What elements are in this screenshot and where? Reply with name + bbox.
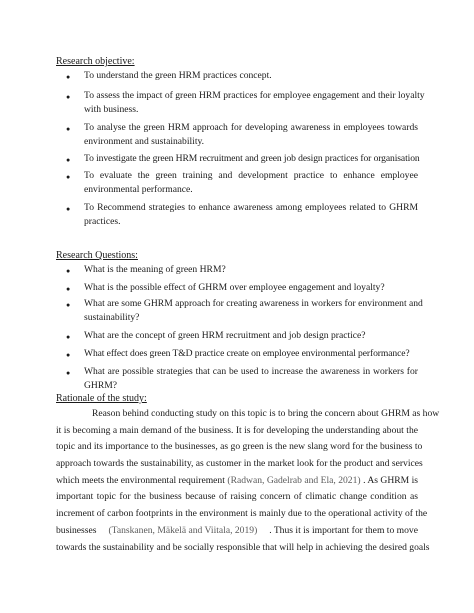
bullet-icon: ● [66, 93, 71, 101]
objective-item-1: To understand the green HRM practices concept. [84, 70, 272, 81]
objective-item-2: To assess the impact of green HRM practices for employee engagement and their loyalty [84, 90, 425, 101]
bullet-icon: ● [66, 267, 71, 275]
objective-item-6: To Recommend strategies to enhance awareness among employees related to GHRM [84, 202, 418, 213]
objective-item-2-cont: with business. [84, 104, 139, 115]
rationale-line-9: towards the sustainability and be socially responsible that will help in achieving the desired goals [56, 542, 430, 553]
bullet-icon: ● [66, 351, 71, 359]
objective-item-6-cont: practices. [84, 216, 121, 227]
question-item-6: What are possible strategies that can be used to increase the awareness in workers for [84, 366, 418, 377]
question-item-3: What are some GHRM approach for creating awareness in workers for environment and [84, 298, 423, 309]
bullet-icon: ● [66, 333, 71, 341]
citation-2: (Tanskanen, Mäkelä and Viitala, 2019) [108, 525, 258, 536]
objective-item-5-cont: environmental performance. [84, 184, 193, 195]
rationale-heading: Rationale of the study: [56, 393, 147, 404]
bullet-icon: ● [66, 73, 71, 81]
rationale-line-1: Reason behind conducting study on this topic is to bring the concern about GHRM as how [92, 408, 440, 419]
rationale-text-segment: which meets the environmental requirement [56, 475, 225, 486]
objective-item-4: To investigate the green HRM recruitment and green job design practices for organisation [84, 153, 420, 164]
question-item-3-cont: sustainability? [84, 312, 140, 323]
rationale-line-8 [56, 525, 418, 537]
bullet-icon: ● [66, 285, 71, 293]
bullet-icon: ● [66, 173, 71, 181]
rationale-line-4: approach towards the sustainability, as customer in the market look for the product and services [56, 458, 423, 469]
objective-heading: Research objective: [56, 56, 135, 67]
bullet-icon: ● [66, 156, 71, 164]
objective-item-5: To evaluate the green training and development practice to enhance employee [84, 170, 418, 181]
rationale-line-2: it is becoming a main demand of the business. It is for developing the understanding about the [56, 425, 418, 436]
rationale-text-segment: . As GHRM is [363, 475, 418, 486]
question-item-6-cont: GHRM? [84, 380, 118, 391]
bullet-icon: ● [66, 205, 71, 213]
questions-heading: Research Questions: [56, 250, 138, 261]
question-item-5: What effect does green T&D practice create on employee environmental performance? [84, 348, 410, 359]
question-item-4: What are the concept of green HRM recruitment and job design practice? [84, 330, 366, 341]
rationale-line-6: important topic for the business because of raising concern of climatic change condition as [56, 491, 418, 502]
objective-item-3-cont: environment and sustainability. [84, 136, 205, 147]
rationale-line-5 [56, 475, 418, 487]
citation-1: (Radwan, Gadelrab and Ela, 2021) [227, 475, 361, 486]
question-item-2: What is the possible effect of GHRM over employee engagement and loyalty? [84, 282, 385, 293]
bullet-icon: ● [66, 369, 71, 377]
bullet-icon: ● [66, 125, 71, 133]
rationale-text-segment: . Thus it is important for them to move [269, 525, 418, 536]
bullet-icon: ● [66, 301, 71, 309]
question-item-1: What is the meaning of green HRM? [84, 264, 226, 275]
rationale-text-segment: businesses [56, 525, 97, 536]
rationale-line-7: increment of carbon footprints in the environment is mainly due to the operational activity of the [56, 508, 428, 519]
rationale-line-3: topic and its importance to the businesses, as go green is the new slang word for the business to [56, 441, 423, 452]
objective-item-3: To analyse the green HRM approach for developing awareness in employees towards [84, 122, 418, 133]
